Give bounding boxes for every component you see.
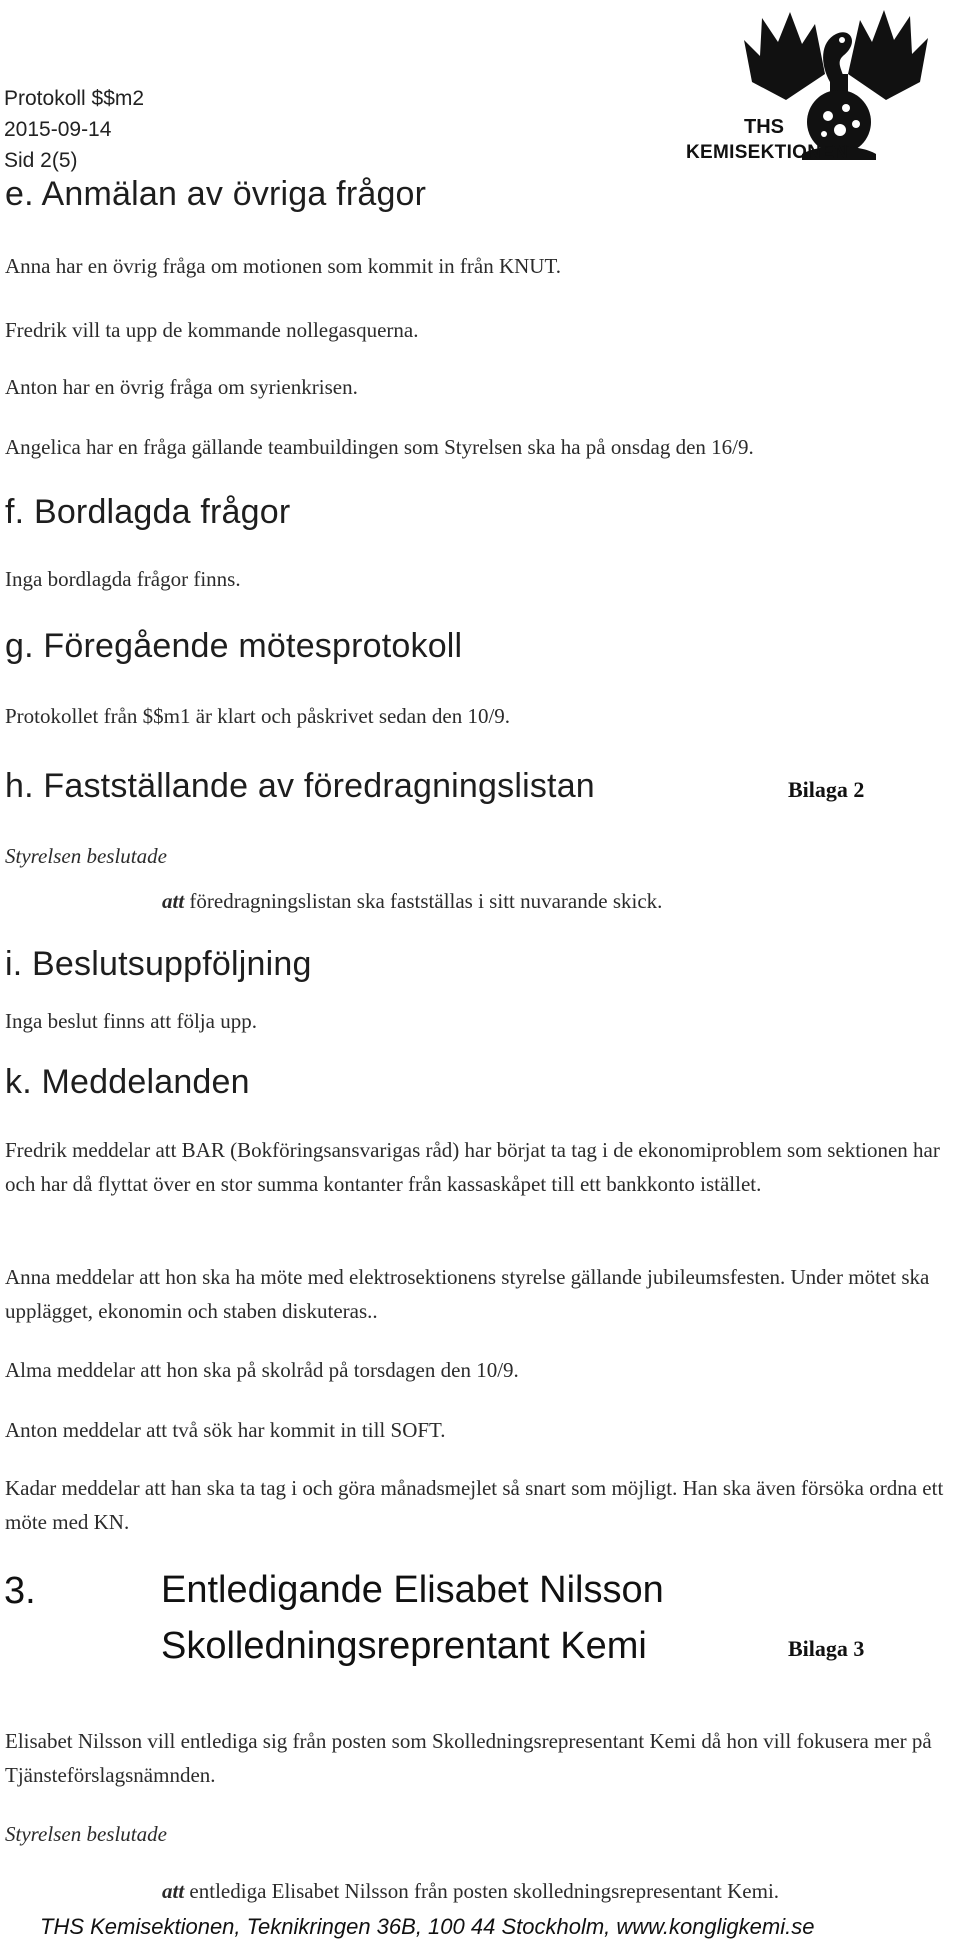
decision-line xyxy=(162,1874,779,1908)
section-3-number: 3. xyxy=(4,1570,36,1612)
logo-text-kemisektionen: KEMISEKTIONEN xyxy=(686,142,849,163)
decision-line xyxy=(162,884,662,918)
section-k-paragraph: Alma meddelar att hon ska på skolråd på torsdagen den 10/9. xyxy=(5,1358,519,1382)
page-number: Sid 2(5) xyxy=(4,149,78,172)
section-k-paragraph: Fredrik meddelar att BAR (Bokföringsansvarigas råd) har börjat ta tag i de ekonomiproblem som sektionen har och har då flyttat över en stor summa kontanter från kassaskåpet till ett bankkonto istället. xyxy=(5,1138,940,1196)
section-3-text: Elisabet Nilsson vill entlediga sig från posten som Skolledningsrepresentant Kemi då hon vill fokusera mer på Tjänsteförslagsnämnden. xyxy=(5,1729,932,1787)
section-f-text: Inga bordlagda frågor finns. xyxy=(5,567,241,591)
decision-label: Styrelsen beslutade xyxy=(5,1822,167,1846)
dragon-flask-icon xyxy=(690,4,960,164)
section-3-title-line2: Skolledningsreprentant Kemi xyxy=(161,1625,647,1667)
attachment-bilaga-3: Bilaga 3 xyxy=(788,1636,865,1661)
decision-label: Styrelsen beslutade xyxy=(5,844,167,868)
section-i-text: Inga beslut finns att följa upp. xyxy=(5,1009,257,1033)
section-k-paragraph: Anton meddelar att två sök har kommit in till SOFT. xyxy=(5,1418,446,1442)
protocol-date: 2015-09-14 xyxy=(4,118,112,141)
section-e-paragraph: Anna har en övrig fråga om motionen som kommit in från KNUT. xyxy=(5,254,561,278)
section-h-heading: h. Fastställande av föredragningslistan xyxy=(5,767,595,805)
decision-text: entlediga Elisabet Nilsson från posten skolledningsrepresentant Kemi. xyxy=(189,1879,780,1903)
section-k-heading: k. Meddelanden xyxy=(5,1063,250,1101)
section-g-text: Protokollet från $$m1 är klart och påskrivet sedan den 10/9. xyxy=(5,704,511,728)
logo-text-ths: THS xyxy=(744,116,784,138)
attachment-bilaga-2: Bilaga 2 xyxy=(788,777,865,802)
section-k-paragraph: Anna meddelar att hon ska ha möte med elektrosektionens styrelse gällande jubileumsfesten. Under mötet ska upplägget, ekonomin och staben diskuteras.. xyxy=(5,1265,930,1323)
decision-att: att xyxy=(162,889,185,913)
section-f-heading: f. Bordlagda frågor xyxy=(5,493,291,531)
protocol-title: Protokoll $$m2 xyxy=(4,87,145,110)
section-e-paragraph: Fredrik vill ta upp de kommande nollegasquerna. xyxy=(5,318,419,342)
decision-att: att xyxy=(162,1879,185,1903)
section-3-title-line1: Entledigande Elisabet Nilsson xyxy=(161,1569,664,1611)
ths-kemisektionen-logo xyxy=(686,4,960,164)
section-e-heading: e. Anmälan av övriga frågor xyxy=(5,175,427,213)
section-e-paragraph: Angelica har en fråga gällande teambuildingen som Styrelsen ska ha på onsdag den 16/9. xyxy=(5,435,754,459)
section-k-paragraph: Kadar meddelar att han ska ta tag i och göra månadsmejlet så snart som möjligt. Han ska även försöka ordna ett möte med KN. xyxy=(5,1476,944,1534)
section-g-heading: g. Föregående mötesprotokoll xyxy=(5,627,463,665)
decision-text: föredragningslistan ska fastställas i sitt nuvarande skick. xyxy=(189,889,663,913)
page-footer: THS Kemisektionen, Teknikringen 36B, 100 44 Stockholm, www.kongligkemi.se xyxy=(40,1914,815,1939)
section-e-paragraph: Anton har en övrig fråga om syrienkrisen. xyxy=(5,375,358,399)
section-i-heading: i. Beslutsuppföljning xyxy=(5,945,312,983)
